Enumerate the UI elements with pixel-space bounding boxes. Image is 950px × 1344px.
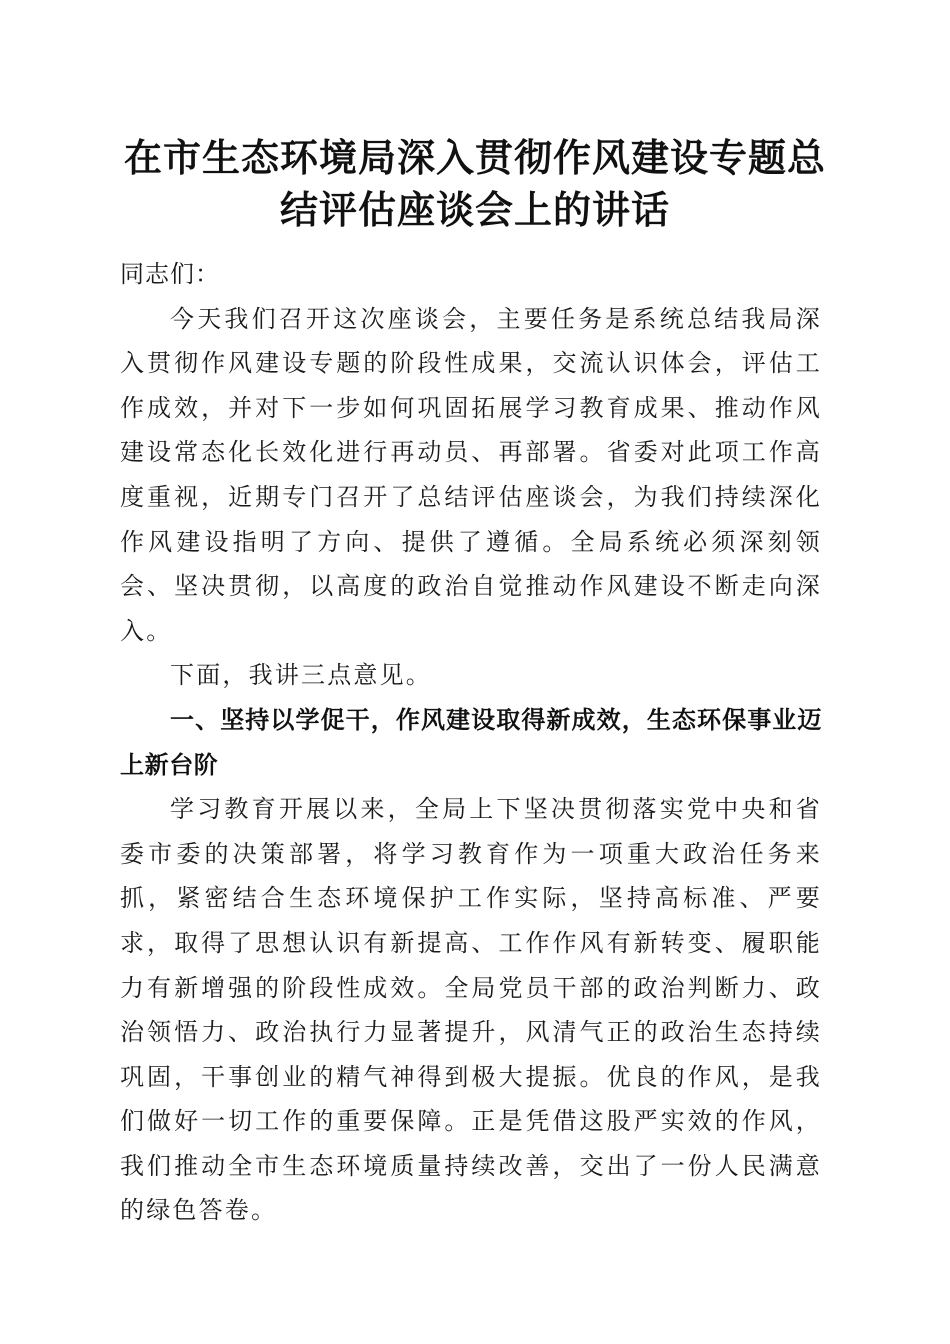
body-paragraph: 下面，我讲三点意见。: [170, 661, 432, 690]
salutation: 同志们：: [120, 260, 220, 288]
section-paragraph: 学习教育开展以来，全局上下坚决贯彻落实党中央和省委市委的决策部署，将学习教育作为一项重大政治任务来抓，紧密结合生态环境保护工作实际，坚持高标准、严要求，取得了思想认识有新提高、工作作风有新转变、履职能力有新增强的阶段性成效。全局党员干部的政治判断力、政治领悟力、政治执行力显著提升，风清气正的政治生态持续巩固，干事创业的精气神得到极大提振。优良的作风，是我们做好一切工作的重要保障。正是凭借这股严实效的作风，我们推动全市生态环境质量持续改善，交出了一份人民满意的绿色答卷。: [120, 795, 822, 1225]
section-heading: 一、坚持以学促干，作风建设取得新成效，生态环保事业迈上新台阶: [120, 705, 822, 779]
document-title: 在市生态环境局深入贯彻作风建设专题总结评估座谈会上的讲话: [123, 135, 826, 232]
body-paragraph: 今天我们召开这次座谈会，主要任务是系统总结我局深入贯彻作风建设专题的阶段性成果，交流认识体会，评估工作成效，并对下一步如何巩固拓展学习教育成果、推动作风建设常态化长效化进行再动员、再部署。省委对此项工作高度重视，近期专门召开了总结评估座谈会，为我们持续深化作风建设指明了方向、提供了遵循。全局系统必须深刻领会、坚决贯彻，以高度的政治自觉推动作风建设不断走向深入。: [120, 304, 822, 645]
document-body: [120, 252, 822, 1233]
